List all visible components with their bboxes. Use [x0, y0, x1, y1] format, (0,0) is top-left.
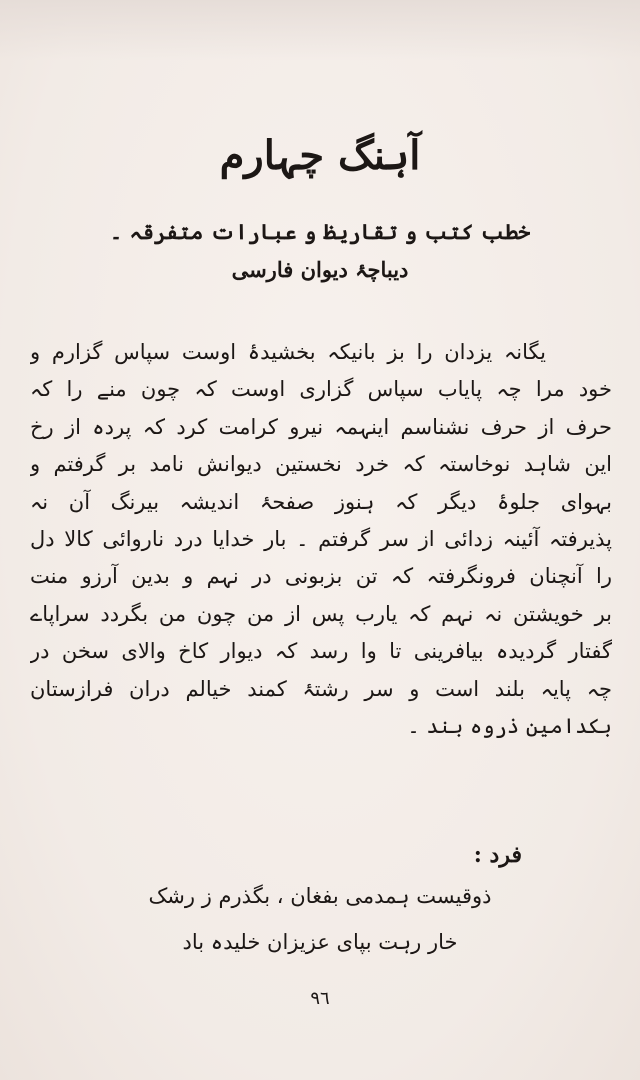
- paragraph-line: یگانہ یزدان را بز بانیکہ بخشیدۂ اوست سپاس گزارم و: [30, 340, 546, 364]
- page-top-shadow: [0, 0, 640, 60]
- paragraph-line: گفتار گردیدہ بیافرینی تا وا رسد کہ دیوار کاخ والای سخن در: [30, 639, 612, 664]
- paragraph-line: این شاہد نوخاستہ کہ خرد نخستین دیوانش نامد بر گرفتم و: [30, 452, 612, 477]
- paragraph-line: بر خویشتن نہ نہم کہ یارب پس از من چون من بگردد سراپاے: [30, 601, 612, 626]
- paragraph-line: را آنچنان فرونگرفتہ کہ تن بزبونی در نہم و بدین آرزو منت: [30, 564, 612, 589]
- fard-heading: فرد :: [473, 842, 522, 868]
- subtitle-line-2: دیباچۂ دیوان فارسی: [231, 257, 409, 282]
- verse-line-2: خار رہت بپای عزیزان خلیدہ باد: [182, 930, 458, 954]
- page-number: ٩٦: [310, 988, 330, 1009]
- paragraph-line: پذیرفتہ آئینہ زدائی از سر گرفتم ۔ بار خدایا درد ناروائی کالا دل: [30, 527, 612, 552]
- prose-paragraph: [30, 334, 612, 745]
- paragraph-line: بکدامین ذروہ بند ۔: [407, 714, 612, 739]
- paragraph-line: خود مرا چہ پایاب سپاس گزاری اوست کہ چون منے را کہ: [30, 377, 612, 402]
- paragraph-line: حرف از حرف نشناسم اینہمہ نیرو کرامت کرد کہ پردہ از رخ: [30, 414, 612, 439]
- subtitle-line-1: خطب کتب و تقاریظ و عبارات متفرقہ ۔: [109, 219, 531, 244]
- verse-line-1: ذوقیست ہمدمی بفغان ، بگذرم ز رشک: [148, 884, 492, 908]
- paragraph-line: بہوای جلوۂ دیگر کہ ہنوز صفحۂ اندیشہ بیرنگ آن نہ: [30, 489, 612, 514]
- paragraph-line: چہ پایہ بلند است و سر رشتۂ کمند خیالم دران فرازستان: [30, 676, 612, 701]
- chapter-title: آہنگ چہارم: [219, 132, 421, 179]
